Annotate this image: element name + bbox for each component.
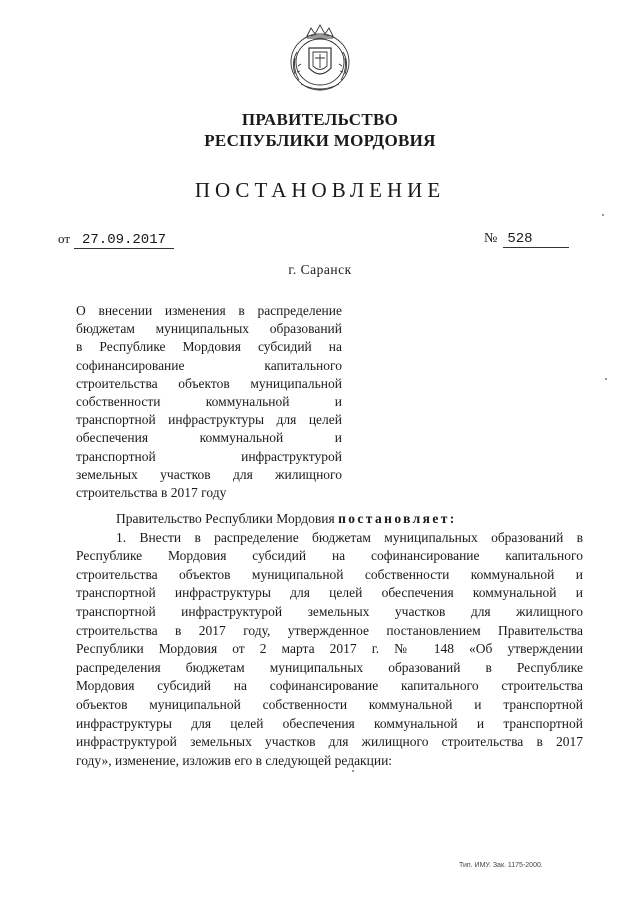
number-prefix: № [484,231,498,246]
org-name-line1: ПРАВИТЕЛЬСТВО [241,110,399,129]
scan-speck [605,378,607,380]
paragraph-line: 1. Внести в распределение бюджетам муниципальных образований в [116,529,583,545]
subject-line: бюджетам муниципальных образований [76,321,342,337]
resolves-keyword: постановляет: [338,511,457,526]
document-number: 528 [503,231,569,248]
scan-speck [352,770,354,772]
subject-line: софинансирование капитального [76,357,342,373]
document-subject [76,302,342,502]
paragraph-line: инфраструктурой земельных участков для жилищного строительства в 2017 [76,734,583,750]
number-row [484,231,569,248]
paragraph-line: строительства объектов муниципальной собственности коммунальной и [76,566,583,582]
subject-line: строительства объектов муниципальной [76,375,342,391]
subject-line: обеспечения коммунальной и [76,430,342,446]
subject-line: строительства в 2017 году [76,484,227,500]
subject-line: транспортной инфраструктуры для целей [76,412,342,428]
preamble [76,510,583,529]
paragraph-line: транспортной инфраструктуры для целей обеспечения коммунальной и [76,585,583,601]
subject-line: земельных участков для жилищного [76,466,342,482]
subject-line: в Республике Мордовия субсидий на [76,339,342,355]
coat-of-arms-icon [285,22,355,96]
paragraph-line: Мордовия субсидий на софинансирование капитального строительства [76,678,583,694]
paragraph-line: распределения бюджетам муниципальных образований в Республике [76,659,583,675]
subject-line: транспортной инфраструктурой [76,448,342,464]
paragraph-line: Республике Мордовия субсидий на софинансирование капитального [76,548,583,564]
date-prefix: от [58,231,71,246]
document-body [76,510,583,770]
government-title [0,109,640,151]
paragraph-line: строительства в 2017 году, утвержденное постановлением Правительства [76,622,583,638]
print-note: Тип. ИМУ. Зак. 1175-2000. [459,862,543,869]
paragraph-line: объектов муниципальной собственности коммунальной и транспортной [76,696,583,712]
document-type: ПОСТАНОВЛЕНИЕ [194,178,446,202]
paragraph-line: инфраструктуры для целей обеспечения коммунальной и транспортной [76,715,583,731]
preamble-text: Правительство Республики Мордовия [116,511,335,526]
scan-speck [602,214,604,216]
city: г. Саранск [288,262,352,277]
document-date: 27.09.2017 [74,232,174,249]
date-row [58,231,174,249]
org-name-line2: РЕСПУБЛИКИ МОРДОВИЯ [204,131,436,150]
subject-line: собственности коммунальной и [76,393,342,409]
paragraph-line: году», изменение, изложив его в следующей редакции: [76,752,393,768]
paragraph-line: Республики Мордовия от 2 марта 2017 г. № 148 «Об утверждении [76,641,583,657]
subject-line: О внесении изменения в распределение [76,303,342,318]
paragraph-line: транспортной инфраструктурой земельных участков для жилищного [76,603,583,619]
